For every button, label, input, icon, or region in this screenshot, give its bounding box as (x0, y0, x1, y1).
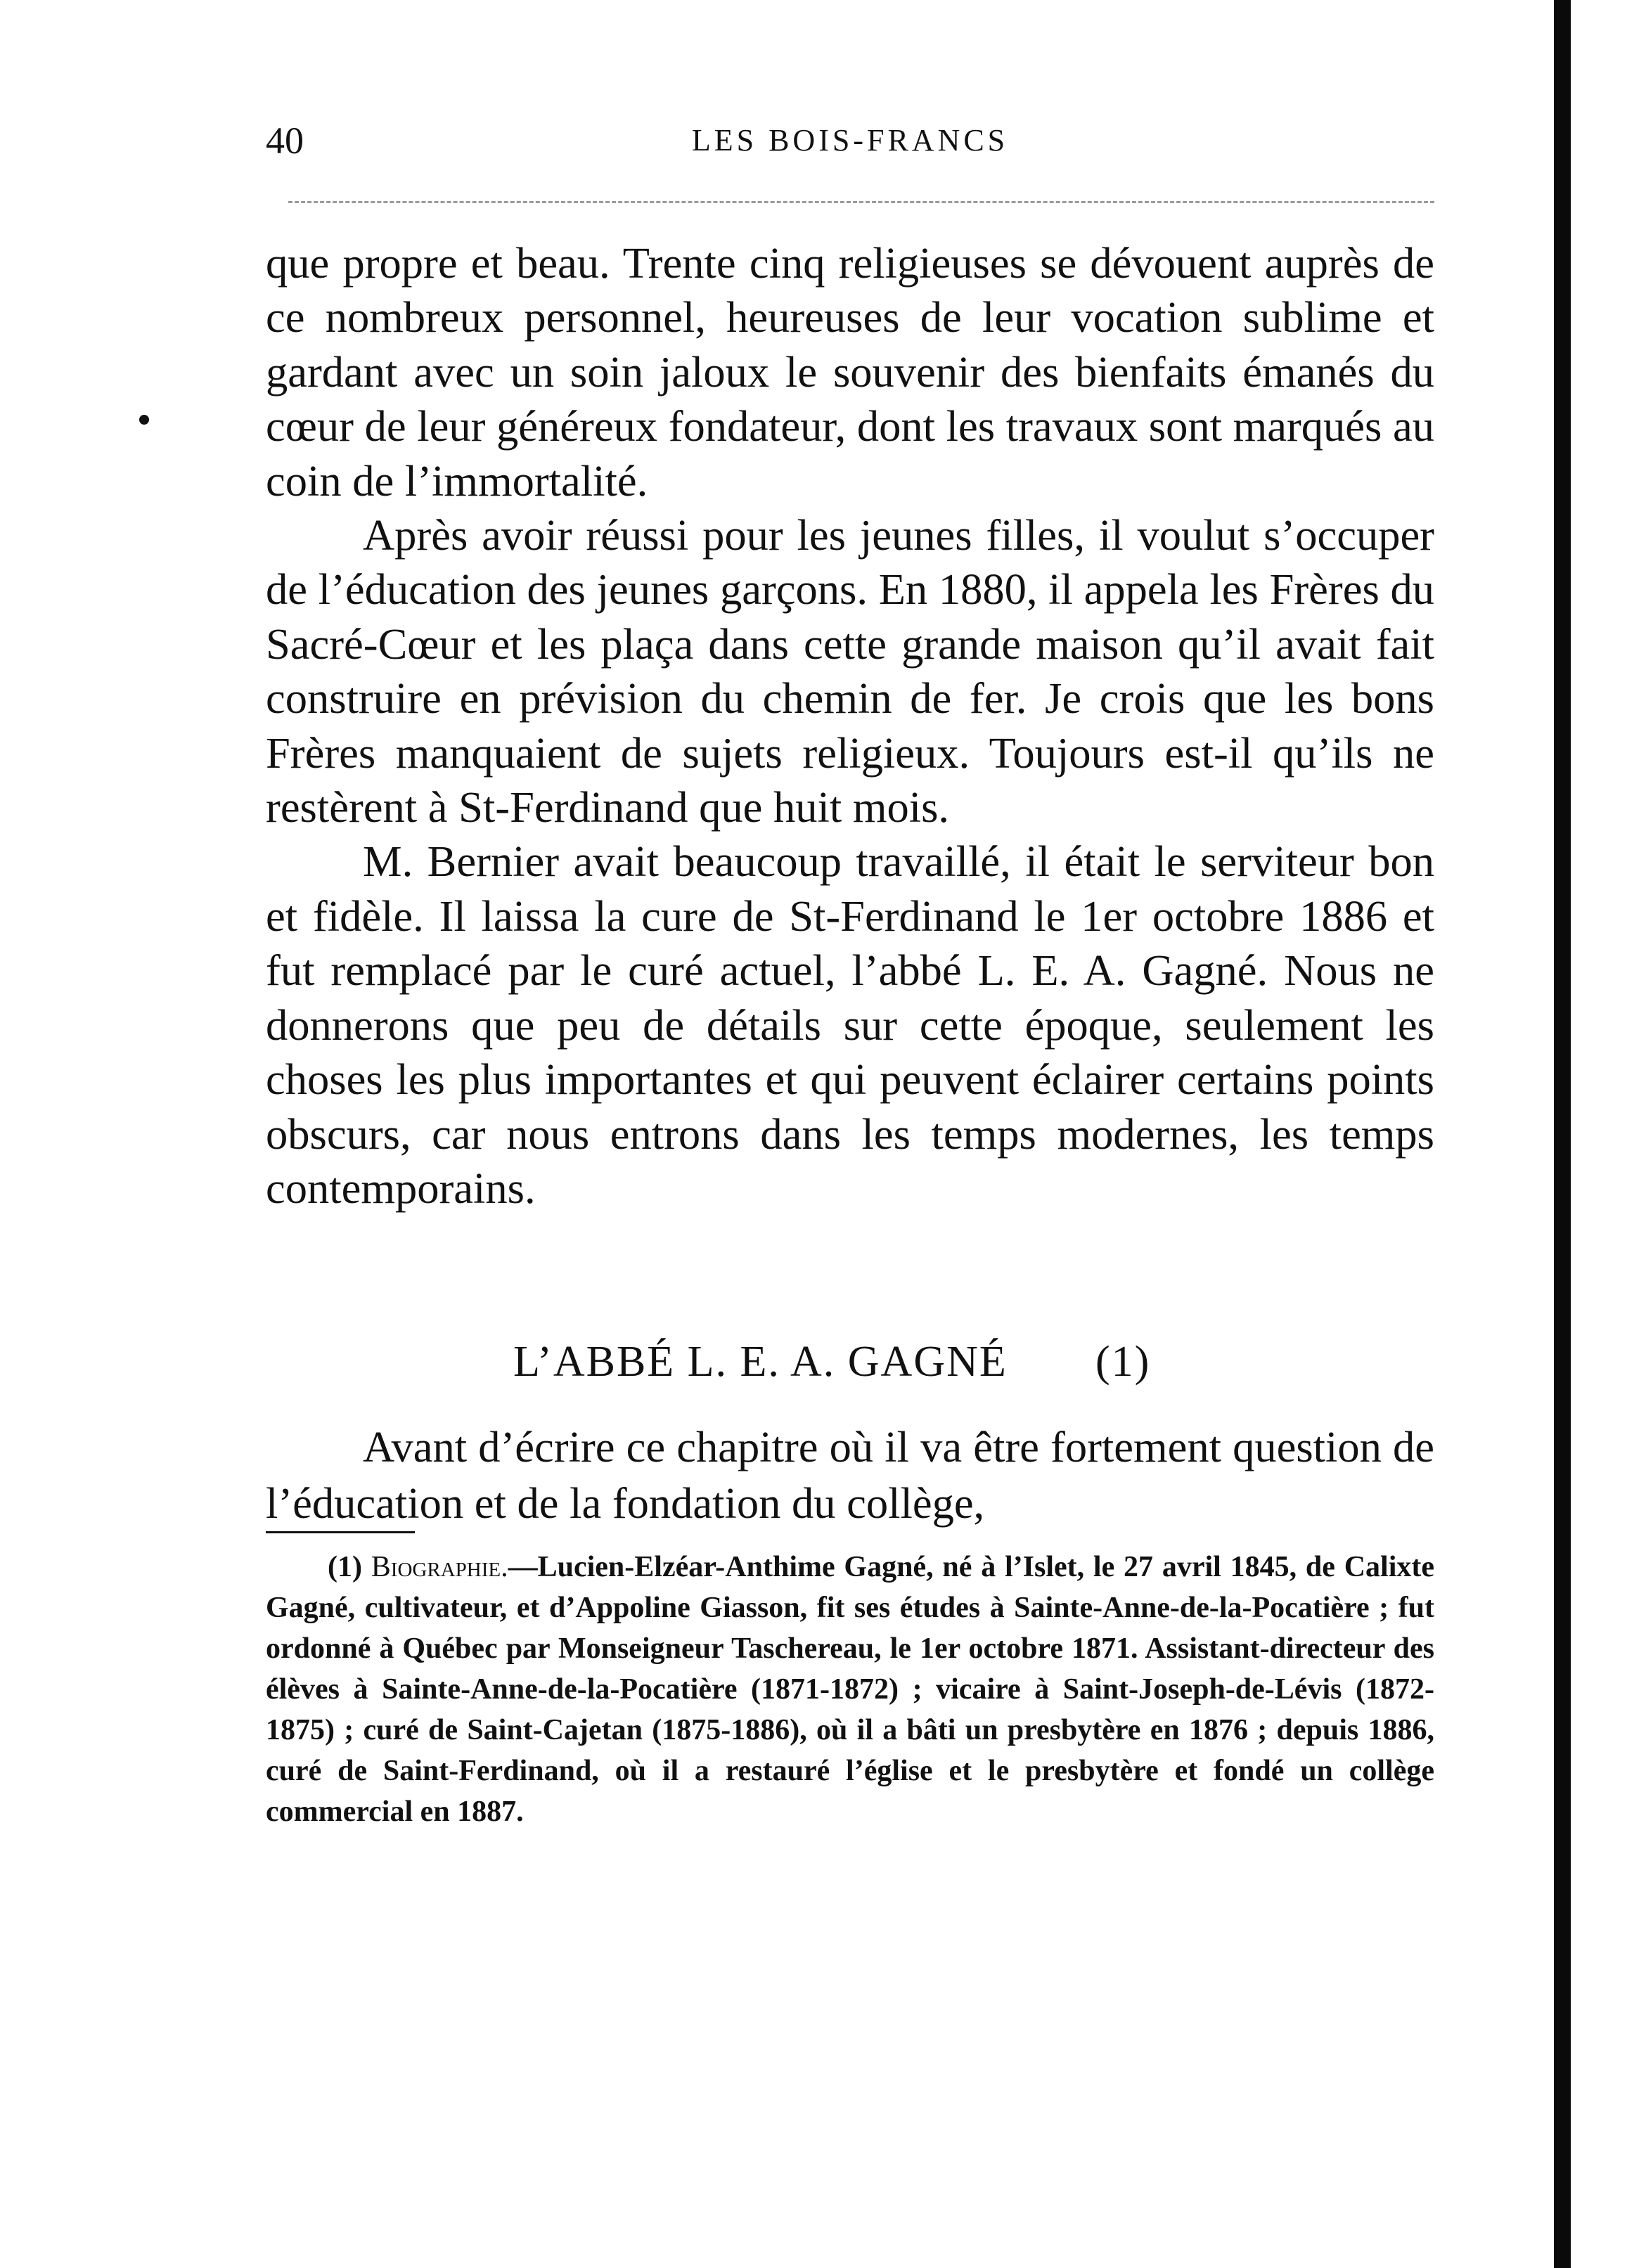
footnote-rule (266, 1531, 415, 1533)
paragraph: M. Bernier avait beaucoup travaillé, il était le serviteur bon et fidèle. Il laissa la cure de St-Ferdinand le 1er octobre 1886 et fut remplacé par le curé actuel, l’abbé L. E. A. Gagné. Nous ne donnerons que peu de détails sur cette époque, seulement les choses les plus importantes et qui peuvent éclairer certains points obscurs, car nous entrons dans les temps modernes, les temps contemporains. (266, 837, 1434, 1213)
section-body (266, 1419, 1434, 1531)
header-rule (288, 201, 1434, 203)
page-edge-bar (1554, 0, 1571, 2268)
paragraph: Avant d’écrire ce chapitre où il va être fortement question de l’éducation et de la fondation du collège, (266, 1422, 1434, 1528)
section-heading (266, 1323, 1434, 1400)
footnote-marker: (1) (328, 1551, 362, 1583)
body-text (266, 236, 1434, 1216)
paragraph: que propre et beau. Trente cinq religieuses se dévouent auprès de ce nombreux personnel, heureuses de leur vocation sublime et gardant avec un soin jaloux le souvenir des bienfaits émanés du cœur de leur généreux fondateur, dont les travaux sont marqués au coin de l’immortalité. (266, 238, 1434, 505)
page-number: 40 (266, 120, 304, 162)
running-head (266, 112, 1434, 169)
footnote (266, 1547, 1434, 1832)
footnote-reference: (1) (1095, 1338, 1151, 1386)
paragraph: Après avoir réussi pour les jeunes filles, il voulut s’occuper de l’éducation des jeunes garçons. En 1880, il appela les Frères du Sacré-Cœur et les plaça dans cette grande maison qu’il avait fait construire en prévision du chemin de fer. Je crois que les bons Frères manquaient de sujets religieux. Toujours est-il qu’ils ne restèrent à St-Ferdinand que huit mois. (266, 510, 1434, 832)
section-title: L’ABBÉ L. E. A. GAGNÉ (513, 1338, 1008, 1386)
footnote-label: Biographie. (371, 1551, 508, 1583)
footnote-text: —Lucien-Elzéar-Anthime Gagné, né à l’Islet, le 27 avril 1845, de Calixte Gagné, cultivateur, et d’Appoline Giasson, fit ses études à Sainte-Anne-de-la-Pocatière ; fut ordonné à Québec par Monseigneur Taschereau, le 1er octobre 1871. Assistant-directeur des élèves à Sainte-Anne-de-la-Pocatière (1871-1872) ; vicaire à Saint-Joseph-de-Lévis (1872-1875) ; curé de Saint-Cajetan (1875-1886), où il a bâti un presbytère en 1876 ; depuis 1886, curé de Saint-Ferdinand, où il a restauré l’église et le presbytère et fondé un collège commercial en 1887. (266, 1551, 1435, 1828)
margin-dot (139, 415, 149, 425)
running-title: LES BOIS-FRANCS (691, 123, 1009, 157)
